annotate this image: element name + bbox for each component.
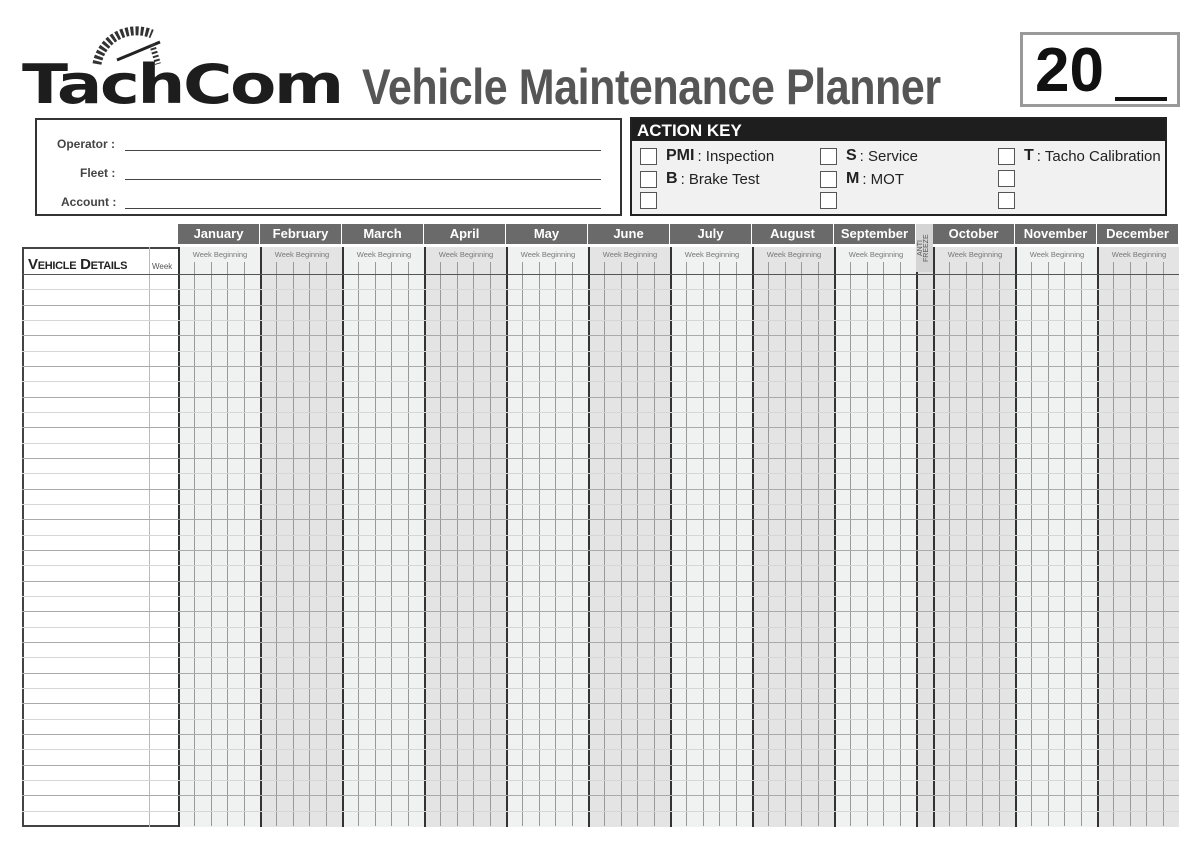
week-divider	[358, 262, 359, 826]
week-divider	[883, 262, 884, 826]
week-divider	[703, 262, 704, 826]
week-divider	[1081, 262, 1082, 826]
action-key-checkbox[interactable]	[640, 171, 657, 188]
action-key-checkbox[interactable]	[820, 148, 837, 165]
month-header: July	[670, 224, 751, 244]
table-row[interactable]	[22, 443, 1179, 444]
action-key-checkbox[interactable]	[820, 171, 837, 188]
week-beginning-label: Week Beginning	[1029, 250, 1085, 259]
year-box[interactable]	[1020, 32, 1180, 107]
fleet-label: Fleet :	[80, 166, 116, 180]
month-header: February	[260, 224, 341, 244]
week-divider	[473, 262, 474, 826]
week-divider	[572, 262, 573, 826]
action-key-item	[820, 192, 849, 209]
details-form	[35, 118, 622, 216]
month-header: August	[752, 224, 833, 244]
table-row[interactable]	[22, 673, 1179, 674]
table-row[interactable]	[22, 565, 1179, 566]
table-row[interactable]	[22, 780, 1179, 781]
action-key-label: : Tacho Calibration	[1036, 147, 1161, 165]
action-key-checkbox[interactable]	[820, 192, 837, 209]
action-key	[630, 117, 1167, 216]
week-divider	[408, 262, 409, 826]
action-key-item	[640, 192, 669, 209]
vehicle-details-heading: Vehicle Details	[28, 256, 128, 273]
action-key-code: PMI	[666, 147, 695, 164]
table-row[interactable]	[22, 642, 1179, 643]
action-key-item	[640, 147, 774, 165]
week-divider	[686, 262, 687, 826]
action-key-code: B	[666, 170, 678, 187]
week-divider	[1048, 262, 1049, 826]
week-beginning-label: Week Beginning	[1111, 250, 1167, 259]
account-field[interactable]	[125, 208, 601, 209]
table-row[interactable]	[22, 749, 1179, 750]
week-divider	[326, 262, 327, 826]
month-header: April	[424, 224, 505, 244]
table-row[interactable]	[22, 596, 1179, 597]
week-divider	[999, 262, 1000, 826]
table-row[interactable]	[22, 366, 1179, 367]
week-divider	[244, 262, 245, 826]
action-key-checkbox[interactable]	[640, 148, 657, 165]
month-column	[834, 247, 916, 827]
action-key-title: ACTION KEY	[632, 119, 1165, 141]
week-beginning-label: Week Beginning	[438, 250, 494, 259]
week-divider	[194, 262, 195, 826]
table-row[interactable]	[22, 765, 1179, 766]
table-row[interactable]	[22, 427, 1179, 428]
brand-logo-text: TachCom	[22, 53, 342, 116]
month-header: November	[1015, 224, 1096, 244]
week-column-divider	[149, 247, 150, 827]
week-divider	[637, 262, 638, 826]
week-heading: Week	[152, 262, 173, 271]
week-divider	[555, 262, 556, 826]
month-column	[178, 247, 260, 827]
action-key-item	[998, 147, 1161, 165]
fleet-row	[37, 166, 620, 186]
week-beginning-label: Week Beginning	[684, 250, 740, 259]
table-row[interactable]	[22, 519, 1179, 520]
table-row[interactable]	[22, 657, 1179, 658]
month-header: January	[178, 224, 259, 244]
month-header: March	[342, 224, 423, 244]
table-row[interactable]	[22, 489, 1179, 490]
table-row[interactable]	[22, 274, 1179, 275]
table-row[interactable]	[22, 458, 1179, 459]
action-key-label: : Inspection	[697, 147, 775, 165]
month-column	[1015, 247, 1097, 827]
action-key-label: : Service	[859, 147, 919, 165]
table-row[interactable]	[22, 811, 1179, 812]
account-label: Account :	[61, 195, 117, 209]
action-key-item	[820, 170, 904, 188]
week-divider	[736, 262, 737, 826]
week-divider	[1163, 262, 1164, 826]
week-divider	[539, 262, 540, 826]
week-divider	[768, 262, 769, 826]
table-row[interactable]	[22, 627, 1179, 628]
action-key-label: : MOT	[862, 170, 904, 188]
week-beginning-label: Week Beginning	[848, 250, 904, 259]
week-divider	[1146, 262, 1147, 826]
week-beginning-label: Week Beginning	[192, 250, 248, 259]
week-divider	[391, 262, 392, 826]
week-divider	[1113, 262, 1114, 826]
action-key-item	[820, 147, 918, 165]
month-column	[752, 247, 834, 827]
table-row[interactable]	[22, 703, 1179, 704]
action-key-item	[998, 170, 1027, 187]
table-row[interactable]	[22, 289, 1179, 290]
anti-freeze-label: ANTI FREEZE	[917, 234, 930, 262]
month-column	[506, 247, 588, 827]
table-row[interactable]	[22, 719, 1179, 720]
month-column	[670, 247, 752, 827]
week-divider	[1031, 262, 1032, 826]
table-row[interactable]	[22, 734, 1179, 735]
week-divider	[982, 262, 983, 826]
table-row[interactable]	[22, 795, 1179, 796]
page-title: Vehicle Maintenance Planner	[362, 59, 941, 115]
account-row	[37, 195, 620, 215]
operator-row	[37, 137, 620, 157]
year-prefix: 20	[1035, 36, 1104, 105]
week-divider	[801, 262, 802, 826]
month-column	[1097, 247, 1179, 827]
table-row[interactable]	[22, 611, 1179, 612]
week-divider	[440, 262, 441, 826]
table-row[interactable]	[22, 335, 1179, 336]
month-column	[588, 247, 670, 827]
month-column	[260, 247, 342, 827]
month-header: May	[506, 224, 587, 244]
week-divider	[293, 262, 294, 826]
action-key-item	[998, 192, 1027, 209]
week-divider	[227, 262, 228, 826]
week-divider	[966, 262, 967, 826]
table-row[interactable]	[22, 535, 1179, 536]
table-row[interactable]	[22, 550, 1179, 551]
action-key-code: T	[1024, 147, 1034, 164]
week-beginning-label: Week Beginning	[274, 250, 330, 259]
month-header: October	[933, 224, 1014, 244]
month-header: December	[1097, 224, 1178, 244]
week-divider	[1064, 262, 1065, 826]
action-key-checkbox[interactable]	[640, 192, 657, 209]
table-row[interactable]	[22, 412, 1179, 413]
table-row[interactable]	[22, 305, 1179, 306]
table-row[interactable]	[22, 581, 1179, 582]
week-divider	[654, 262, 655, 826]
week-divider	[1130, 262, 1131, 826]
week-divider	[621, 262, 622, 826]
table-row[interactable]	[22, 473, 1179, 474]
action-key-checkbox[interactable]	[998, 192, 1015, 209]
table-row[interactable]	[22, 320, 1179, 321]
table-row[interactable]	[22, 397, 1179, 398]
week-divider	[818, 262, 819, 826]
week-divider	[900, 262, 901, 826]
table-row[interactable]	[22, 688, 1179, 689]
week-divider	[604, 262, 605, 826]
year-blank-line	[1115, 97, 1167, 101]
action-key-checkbox[interactable]	[998, 148, 1015, 165]
week-divider	[375, 262, 376, 826]
action-key-code: M	[846, 170, 860, 187]
week-divider	[867, 262, 868, 826]
week-divider	[785, 262, 786, 826]
week-divider	[949, 262, 950, 826]
month-header: September	[834, 224, 915, 244]
week-beginning-label: Week Beginning	[520, 250, 576, 259]
operator-field[interactable]	[125, 150, 601, 151]
table-row[interactable]	[22, 504, 1179, 505]
table-row[interactable]	[22, 351, 1179, 352]
anti-freeze-column	[916, 247, 933, 827]
month-column	[342, 247, 424, 827]
action-key-code: S	[846, 147, 857, 164]
fleet-field[interactable]	[125, 179, 601, 180]
action-key-item	[640, 170, 760, 188]
week-divider	[719, 262, 720, 826]
action-key-checkbox[interactable]	[998, 170, 1015, 187]
table-row[interactable]	[22, 381, 1179, 382]
week-divider	[457, 262, 458, 826]
action-key-label: : Brake Test	[680, 170, 760, 188]
week-beginning-label: Week Beginning	[947, 250, 1003, 259]
week-beginning-label: Week Beginning	[766, 250, 822, 259]
week-divider	[309, 262, 310, 826]
week-divider	[850, 262, 851, 826]
week-divider	[276, 262, 277, 826]
week-divider	[211, 262, 212, 826]
week-beginning-label: Week Beginning	[356, 250, 412, 259]
month-header: June	[588, 224, 669, 244]
week-divider	[490, 262, 491, 826]
week-beginning-label: Week Beginning	[602, 250, 658, 259]
month-column	[424, 247, 506, 827]
week-divider	[522, 262, 523, 826]
month-column	[933, 247, 1015, 827]
operator-label: Operator :	[57, 137, 116, 151]
